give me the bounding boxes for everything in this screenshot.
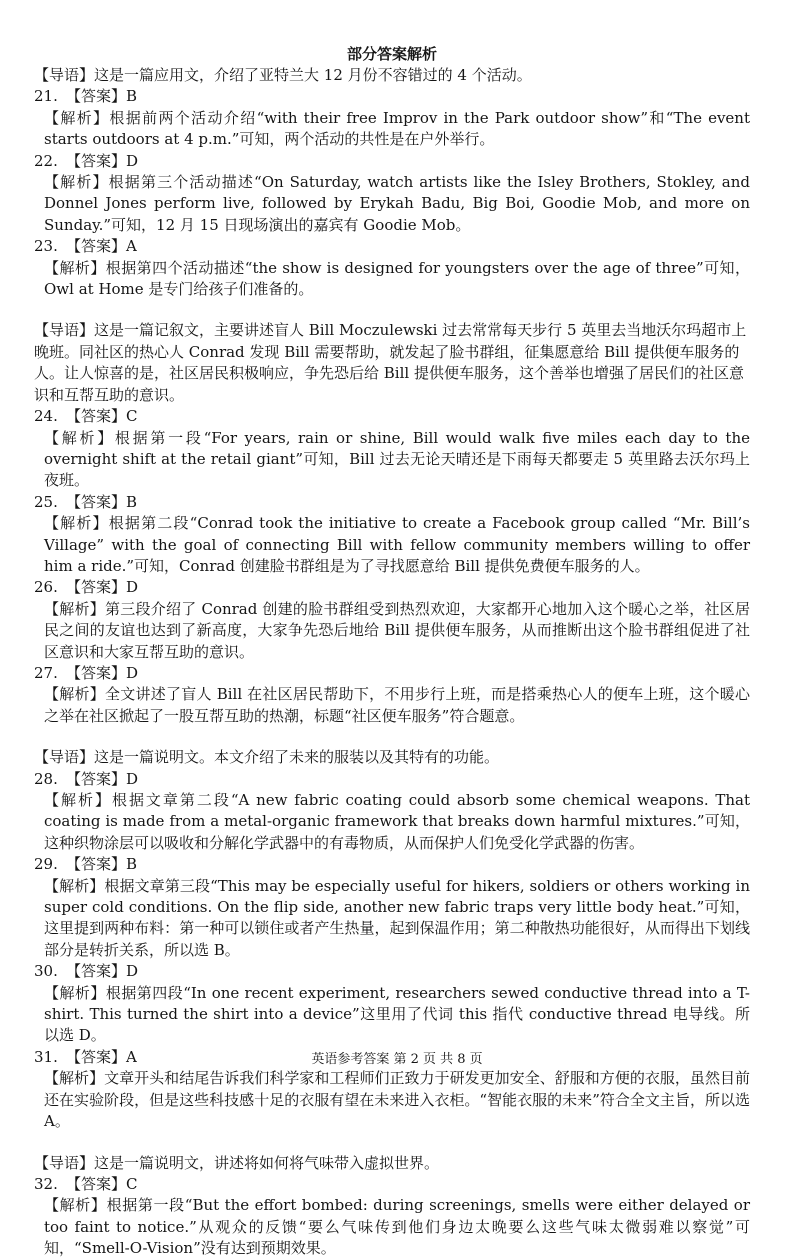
- question-number: 21.: [34, 87, 58, 106]
- question-24: [34, 406, 750, 492]
- question-25: [34, 492, 750, 578]
- section-2: [34, 320, 750, 727]
- question-28: [34, 769, 750, 855]
- answer-label: 【答案】A: [66, 237, 137, 256]
- section-spacer: [34, 300, 750, 320]
- question-number: 25.: [34, 492, 58, 511]
- answer-label: 【答案】C: [66, 1174, 138, 1193]
- explanation: 【解析】根据文章第二段“A new fabric coating could absorb some chemical weapons. That coating is made from a metal-organic framework that breaks down harmful mixtures.”可知，这种织物涂层可以吸收和分解化学武器中的有毒物质，从而保护人们免受化学武器的伤害。: [44, 791, 750, 852]
- page-footer: 英语参考答案 第 2 页 共 8 页: [311, 1052, 483, 1067]
- section-3: [34, 747, 750, 1132]
- question-number: 22.: [34, 151, 58, 170]
- section-lead: 【导语】这是一篇应用文，介绍了亚特兰大 12 月份不容错过的 4 个活动。: [34, 66, 532, 84]
- question-29: [34, 854, 750, 961]
- answer-label: 【答案】B: [66, 87, 138, 106]
- question-number: 31.: [34, 1047, 58, 1066]
- question-21: [34, 86, 750, 150]
- question-26: [34, 577, 750, 663]
- question-27: [34, 663, 750, 727]
- question-number: 26.: [34, 578, 58, 597]
- page-content: [34, 44, 750, 1260]
- answer-label: 【答案】D: [66, 578, 139, 597]
- answer-label: 【答案】A: [66, 1047, 137, 1066]
- question-number: 28.: [34, 769, 58, 788]
- section-spacer: [34, 727, 750, 747]
- question-number: 29.: [34, 855, 58, 874]
- answer-label: 【答案】B: [66, 855, 138, 874]
- question-22: [34, 151, 750, 237]
- question-number: 27.: [34, 663, 58, 682]
- section-lead: 【导语】这是一篇说明文，讲述将如何将气味带入虚拟世界。: [34, 1153, 440, 1172]
- answer-label: 【答案】D: [66, 663, 139, 682]
- question-number: 24.: [34, 407, 58, 426]
- explanation: 【解析】根据第二段“Conrad took the initiative to create a Facebook group called “Mr. Bill’s Village” with the goal of connecting Bill with fellow community members willing to offer him a ride.”可知，Conrad 创建脸书群组是为了寻找愿意给 Bill 提供免费便车服务的人。: [44, 514, 750, 575]
- section-lead: 【导语】这是一篇说明文。本文介绍了未来的服装以及其特有的功能。: [34, 748, 500, 767]
- explanation: 【解析】根据文章第三段“This may be especially useful for hikers, soldiers or others working in super cold conditions. On the flip side, another new fabric traps very little body heat.”可知，这里提到两种布料：第一种可以锁住或者产生热量，起到保温作用；第二种散热功能很好，从而得出下划线部分是转折关系，所以选 B。: [44, 876, 750, 959]
- explanation: 【解析】根据第四个活动描述“the show is designed for youngsters over the age of three”可知，Owl at Home 是专门给孩子们准备的。: [44, 258, 750, 299]
- question-number: 23.: [34, 237, 58, 256]
- section-4: [34, 1153, 750, 1260]
- question-30: [34, 961, 750, 1047]
- question-number: 30.: [34, 962, 58, 981]
- answer-label: 【答案】D: [66, 962, 139, 981]
- section-spacer: [34, 1133, 750, 1153]
- explanation: 【解析】文章开头和结尾告诉我们科学家和工程师们正致力于研发更加安全、舒服和方便的衣服，虽然目前还在实验阶段，但是这些科技感十足的衣服有望在未来进入衣柜。“智能衣服的未来”符合全文主旨，所以选 A。: [44, 1069, 750, 1131]
- question-32: [34, 1174, 750, 1260]
- explanation: 【解析】根据第三个活动描述“On Saturday, watch artists like the Isley Brothers, Stokley, and Donnel Jones perform live, followed by Erykah Badu, Big Boi, Goodie Mob, and more on Sunday.”可知，12 月 15 日现场演出的嘉宾有 Goodie Mob。: [44, 173, 750, 234]
- section-1: [34, 65, 750, 300]
- question-number: 32.: [34, 1174, 58, 1193]
- answer-label: 【答案】B: [66, 492, 138, 511]
- answer-label: 【答案】C: [66, 407, 138, 426]
- explanation: 【解析】根据第一段“But the effort bombed: during screenings, smells were either delayed or too faint to notice.”从观众的反馈“要么气味传到他们身边太晚要么这些气味太微弱难以察觉”可知，“Smell-O-Vision”没有达到预期效果。: [44, 1196, 750, 1258]
- question-23: [34, 236, 750, 300]
- section-lead: 【导语】这是一篇记叙文，主要讲述盲人 Bill Moczulewski 过去常常每天步行 5 英里去当地沃尔玛超市上晚班。同社区的热心人 Conrad 发现 Bill 需要帮助，就发起了脸书群组，征集愿意给 Bill 提供便车服务的人。让人惊喜的是，社区居民积极响应，争先恐后给 Bill 提供便车服务，这个善举也增强了居民们的社区意识和互帮互助的意识。: [34, 321, 747, 404]
- answer-label: 【答案】D: [66, 151, 139, 170]
- explanation: 【解析】根据前两个活动介绍“with their free Improv in the Park outdoor show”和“The event starts outdoors at 4 p.m.”可知，两个活动的共性是在户外举行。: [44, 108, 750, 149]
- explanation: 【解析】全文讲述了盲人 Bill 在社区居民帮助下，不用步行上班，而是搭乘热心人的便车上班，这个暖心之举在社区掀起了一股互帮互助的热潮，标题“社区便车服务”符合题意。: [44, 685, 750, 725]
- page-title: 部分答案解析: [346, 45, 437, 63]
- explanation: 【解析】第三段介绍了 Conrad 创建的脸书群组受到热烈欢迎，大家都开心地加入这个暖心之举，社区居民之间的友谊也达到了新高度，大家争先恐后地给 Bill 提供便车服务，从而推断出这个脸书群组促进了社区意识和大家互帮互助的意识。: [44, 599, 750, 661]
- explanation: 【解析】根据第一段“For years, rain or shine, Bill would walk five miles each day to the overnight shift at the retail giant”可知，Bill 过去无论天晴还是下雨每天都要走 5 英里路去沃尔玛上夜班。: [44, 428, 750, 490]
- explanation: 【解析】根据第四段“In one recent experiment, researchers sewed conductive thread into a T-shirt. This turned the shirt into a device”这里用了代词 this 指代 conductive thread 电导线。所以选 D。: [44, 983, 750, 1045]
- answer-label: 【答案】D: [66, 769, 139, 788]
